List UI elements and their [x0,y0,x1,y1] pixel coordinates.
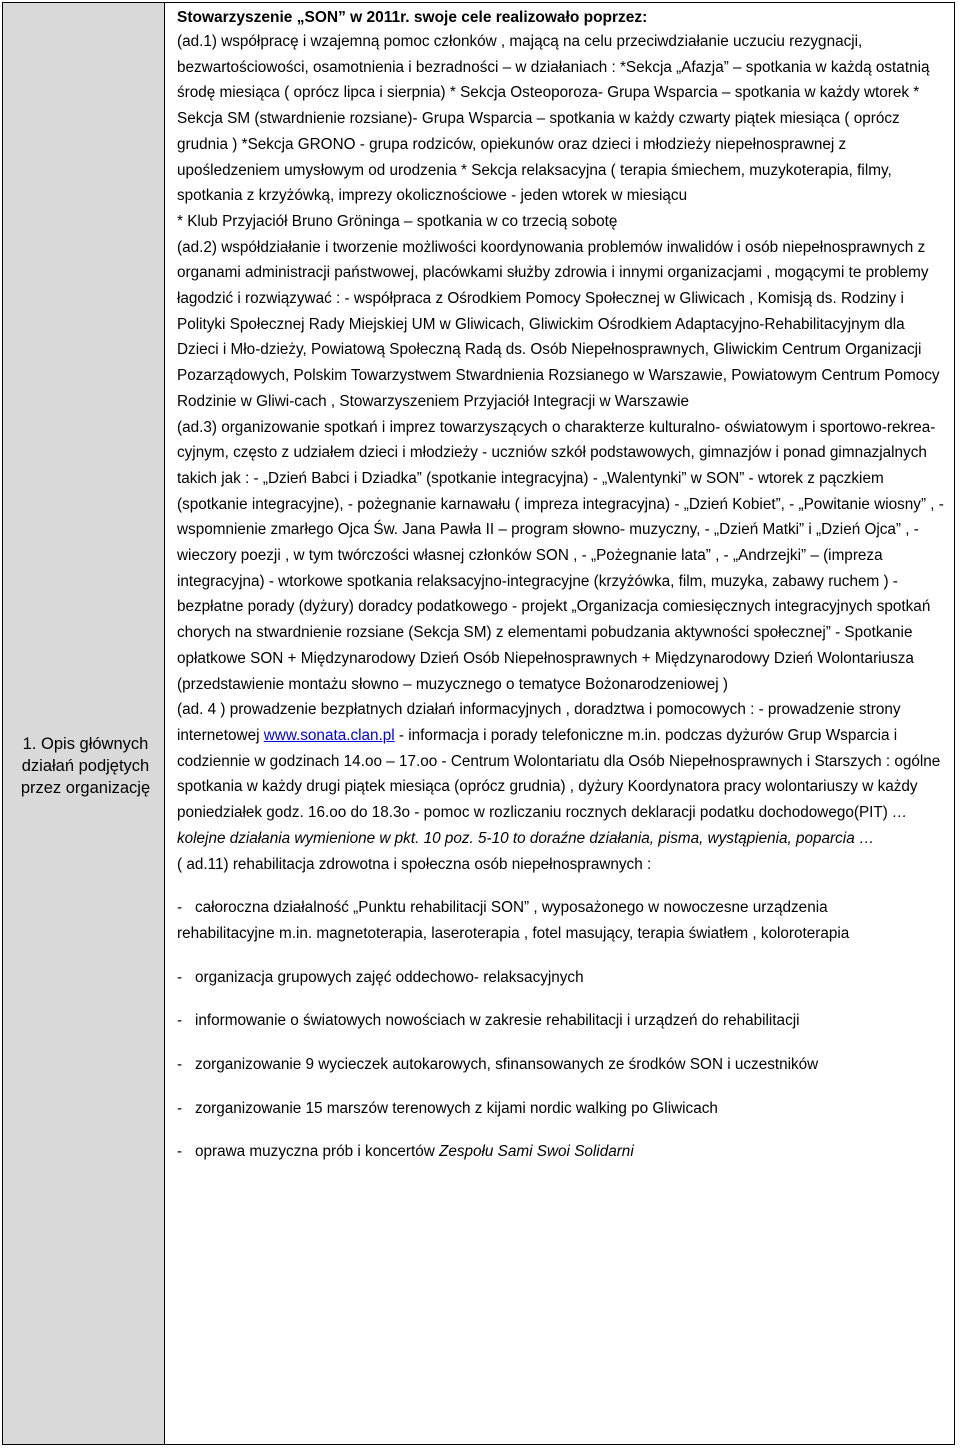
list-item-text: informowanie o światowych nowościach w zakresie rehabilitacji i urządzeń do rehabilitacji [195,1012,800,1030]
paragraph-ad2: (ad.2) współdziałanie i tworzenie możliwości koordynowania problemów inwalidów i osób niepełnosprawnych z organami administracji państwowej, placówkami służby zdrowia i innymi organizacjami , mogącymi te problemy łagodzić i rozwiązywać : - współpraca z Ośrodkiem Pomocy Społecznej w Gliwicach , Komisją ds. Rodziny i Polityki Społecznej Rady Miejskiej UM w Gliwicach, Gliwickim Ośrodkiem Adaptacyjno-Rehabilitacyjnym dla Dzieci i Mło-dzieży, Powiatową Społeczną Radą ds. Osób Niepełnosprawnych, Gliwickim Centrum Organizacji Pozarządowych, Polskim Towarzystwem Stwardnienia Rozsianego w Warszawie, Powiatowym Centrum Pomocy Rodzinie w Gliwi-cach , Stowarzyszeniem Przyjaciół Integracji w Warszawie [177,238,940,410]
bullet-dash: - [177,899,183,917]
bullet-dash: - [177,1012,183,1030]
paragraph-ad1: (ad.1) współpracę i wzajemną pomoc członków , mającą na celu przeciwdziałanie uczuciu rezygnacji, bezwartościowości, osamotnienia i bezradności – w działaniach : *Sekcja „Afazja” – spotkania w każdą ostatnią środę miesiąca ( oprócz lipca i sierpnia) * Sekcja Osteoporoza- Grupa Wsparcia – spotkania w każdy wtorek * Sekcja SM (stwardnienie rozsiane)- Grupa Wsparcia – spotkania w każdy czwarty piątek miesiąca ( oprócz grudnia ) *Sekcja GRONO - grupa rodziców, opiekunów oraz dzieci i młodzieży niepełnosprawnej z upośledzeniem umysłowym od urodzenia * Sekcja relaksacyjna ( terapia śmiechem, muzykoterapia, filmy, spotkania z krzyżówką, imprezy okolicznościowe - jeden wtorek w miesiącu [177,33,930,205]
paragraph-ad11: ( ad.11) rehabilitacja zdrowotna i społeczna osób niepełnosprawnych : [177,855,652,873]
list-item [177,1052,954,1078]
section-label: 1. Opis głównych działań podjętych przez organizację [20,735,151,797]
ad4-italic-note: … kolejne działania wymienione w pkt. 10 poz. 5-10 to doraźne działania, pisma, wystąpienia, poparcia … [177,804,908,847]
bullet-dash: - [177,1056,183,1074]
section-content-cell [165,3,954,1444]
list-item [177,1008,954,1034]
list-item-text: oprawa muzyczna prób i koncertów [195,1143,440,1161]
activities-text [177,29,954,877]
section-heading: Stowarzyszenie „SON” w 2011r. swoje cele realizowało poprzez: [177,9,648,26]
bullet-dash: - [177,1143,183,1161]
paragraph-ad1-klub: * Klub Przyjaciół Bruno Gröninga – spotkania w co trzecią sobotę [177,212,618,230]
ad4-text-end: - informacja i porady telefoniczne m.in. podczas dyżurów Grup Wsparcia i codziennie w godzinach 14.oo – 17.oo - Centrum Wolontariatu dla Osób Niepełnosprawnych i Starszych : ogólne spotkania w każdy drugi piątek miesiąca (oprócz grudnia) , dyżury Koordynatora pracy wolontariuszy w każdy poniedziałek godz. 16.oo do 18.3o - pomoc w rozliczaniu rocznych deklaracji podatku dochodowego(PIT) [177,726,941,822]
list-item-text: organizacja grupowych zajęć oddechowo- relaksacyjnych [195,968,584,986]
website-link[interactable]: www.sonata.clan.pl [263,726,395,744]
section-label-cell [3,3,165,1444]
paragraph-ad3: (ad.3) organizowanie spotkań i imprez towarzyszących o charakterze kulturalno- oświatowym i sportowo-rekrea-cyjnym, często z udziałem dzieci i młodzieży - uczniów szkół podstawowych, gimnazjów i ponad gimnazjalnych takich jak : - „Dzień Babci i Dziadka” (spotkanie integracyjna) - „Walentynki” w SON” - wtorek z pączkiem (spotkanie integracyjne), - pożegnanie karnawału ( impreza integracyjna) - „Dzień Kobiet”, - „Powitanie wiosny” , - wspomnienie zmarłego Ojca Św. Jana Pawła II – program słowno- muzyczny, - „Dzień Matki” i „Dzień Ojca” , - wieczory poezji , w tym twórczości własnej członków SON , - „Pożegnanie lata” , - „Andrzejki” – (impreza integracyjna) - wtorkowe spotkania relaksacyjno-integracyjne (krzyżówka, film, muzyka, zabawy ruchem ) - bezpłatne porady (dyżury) doradcy podatkowego - projekt „Organizacja comiesięcznych integracyjnych spotkań chorych na stwardnienie rozsiane (Sekcja SM) z elementami pobudzania aktywności społecznej” - Spotkanie opłatkowe SON + Międzynarodowy Dzień Osób Niepełnosprawnych + Międzynarodowy Dzień Wolontariusza (przedstawienie montażu słowno – muzycznego o tematyce Bożonarodzeniowej ) [177,418,944,693]
paragraph-ad4 [177,697,948,851]
list-item-text: zorganizowanie 9 wycieczek autokarowych, sfinansowanych ze środków SON i uczestników [195,1056,819,1074]
ensemble-name: Zespołu Sami Swoi Solidarni [439,1143,634,1161]
report-table [2,2,955,1445]
ad4-text-start: (ad. 4 ) prowadzenie bezpłatnych działań informacyjnych , doradztwa i pomocowych : - prowadzenie strony internetowej [177,701,901,744]
list-item-text-continued: rehabilitacyjne m.in. magnetoterapia, laseroterapia , fotel masujący, terapia światłem , koloroterapia [177,924,850,942]
list-item [177,965,954,991]
list-item-text: zorganizowanie 15 marszów terenowych z kijami nordic walking po Gliwicach [195,1099,718,1117]
list-item [177,1096,954,1122]
list-item [177,895,954,946]
list-item-text: - całoroczna działalność „Punktu rehabilitacji SON” , wyposażonego w nowoczesne urządzenia [177,899,828,916]
bullet-dash: - [177,1099,183,1117]
rehab-list [177,895,954,1165]
list-item [177,1139,954,1165]
bullet-dash: - [177,968,183,986]
